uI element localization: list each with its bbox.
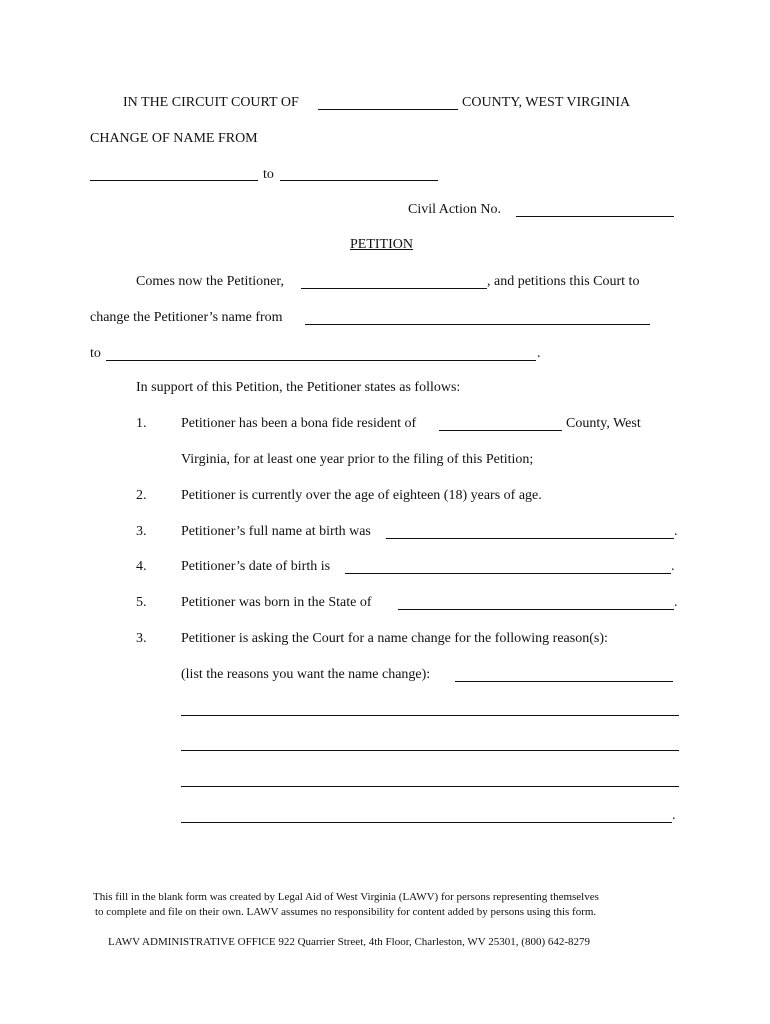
- disclaimer-line-1: This fill in the blank form was created by Legal Aid of West Virginia (LAWV) for persons representing themselves: [93, 891, 599, 903]
- reasons-line[interactable]: [181, 822, 672, 823]
- support-text: In support of this Petition, the Petitioner states as follows:: [136, 380, 461, 395]
- item-suffix: County, West: [566, 416, 641, 431]
- item-suffix: .: [674, 524, 678, 539]
- reasons-line[interactable]: [181, 750, 679, 751]
- item-continuation: Virginia, for at least one year prior to the filing of this Petition;: [181, 452, 534, 467]
- reasons-blank[interactable]: [455, 681, 673, 682]
- reasons-period: .: [672, 808, 676, 823]
- item-text: Petitioner was born in the State of: [181, 595, 372, 610]
- current-name-blank[interactable]: [305, 324, 650, 325]
- item-text: Petitioner is currently over the age of eighteen (18) years of age.: [181, 488, 542, 503]
- item-text: Petitioner’s full name at birth was: [181, 524, 371, 539]
- petition-title: PETITION: [350, 237, 413, 252]
- item-number: 3.: [136, 631, 147, 646]
- civil-action-blank[interactable]: [516, 216, 674, 217]
- county-blank[interactable]: [318, 109, 458, 110]
- change-name-from-text: change the Petitioner’s name from: [90, 310, 283, 325]
- petitioner-name-blank[interactable]: [301, 288, 487, 289]
- court-prefix: IN THE CIRCUIT COURT OF: [123, 95, 299, 110]
- birth-state-blank[interactable]: [398, 609, 674, 610]
- office-address: LAWV ADMINISTRATIVE OFFICE 922 Quarrier Street, 4th Floor, Charleston, WV 25301, (800) 642-8279: [108, 936, 591, 948]
- comes-now-text: Comes now the Petitioner,: [136, 274, 284, 289]
- item-number: 3.: [136, 524, 147, 539]
- petitions-text: , and petitions this Court to: [487, 274, 640, 289]
- civil-action-label: Civil Action No.: [408, 202, 501, 217]
- item-text: Petitioner has been a bona fide resident of: [181, 416, 417, 431]
- item-continuation: (list the reasons you want the name change):: [181, 667, 431, 682]
- item-number: 1.: [136, 416, 147, 431]
- old-name-blank[interactable]: [90, 180, 258, 181]
- to-text: to: [90, 346, 101, 361]
- item-suffix: .: [671, 559, 675, 574]
- birth-name-blank[interactable]: [386, 538, 674, 539]
- new-name-blank[interactable]: [280, 180, 438, 181]
- reasons-line[interactable]: [181, 786, 679, 787]
- caption-to: to: [263, 167, 274, 182]
- court-suffix: COUNTY, WEST VIRGINIA: [462, 95, 631, 110]
- item-text: Petitioner’s date of birth is: [181, 559, 331, 574]
- item-text: Petitioner is asking the Court for a name change for the following reason(s):: [181, 631, 608, 646]
- item-suffix: .: [674, 595, 678, 610]
- item-number: 5.: [136, 595, 147, 610]
- item-number: 2.: [136, 488, 147, 503]
- reasons-line[interactable]: [181, 715, 679, 716]
- resident-county-blank[interactable]: [439, 430, 562, 431]
- item-number: 4.: [136, 559, 147, 574]
- date-of-birth-blank[interactable]: [345, 573, 671, 574]
- disclaimer-line-2: to complete and file on their own. LAWV assumes no responsibility for content added by persons using this form.: [95, 906, 597, 918]
- change-of-name-from: CHANGE OF NAME FROM: [90, 131, 258, 146]
- requested-name-blank[interactable]: [106, 360, 536, 361]
- to-period: .: [537, 346, 541, 361]
